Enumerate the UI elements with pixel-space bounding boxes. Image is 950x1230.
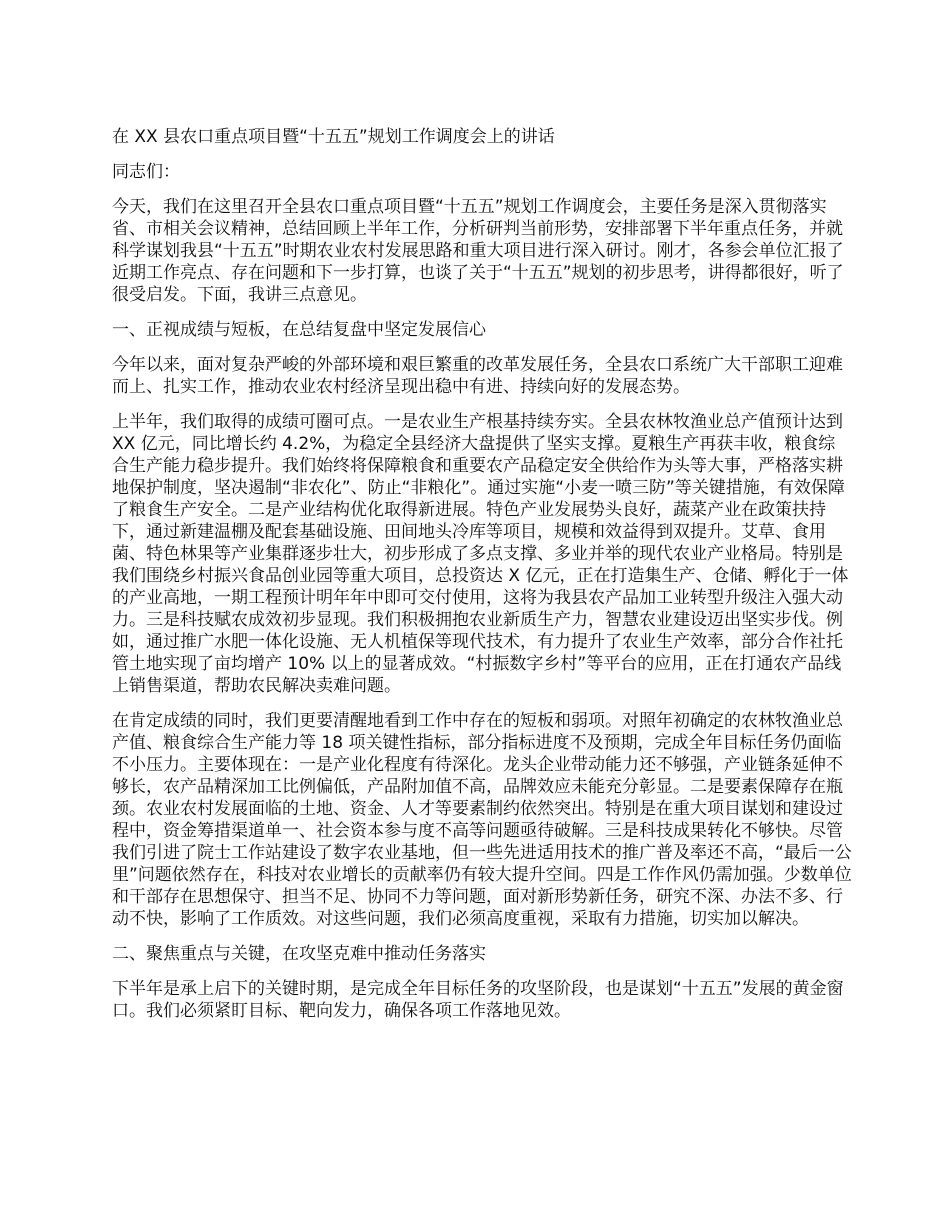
paragraph: 在肯定成绩的同时，我们更要清醒地看到工作中存在的短板和弱项。对照年初确定的农林牧渔业总产值、粮食综合生产能力等 18 项关键性指标，部分指标进度不及预期，完成全年目标任务仍面临不小压力。主要体现在：一是产业化程度有待深化。龙头企业带动能力还不够强，产业链条延伸不够长，农产品精深加工比例偏低，产品附加值不高，品牌效应未能充分彰显。二是要素保障存在瓶颈。农业农村发展面临的土地、资金、人才等要素制约依然突出。特别是在重大项目谋划和建设过程中，资金筹措渠道单一、社会资本参与度不高等问题亟待破解。三是科技成果转化不够快。尽管我们引进了院士工作站建设了数字农业基地，但一些先进适用技术的推广普及率还不高，“最后一公里”问题依然存在，科技对农业增长的贡献率仍有较大提升空间。四是工作作风仍需加强。少数单位和干部存在思想保守、担当不足、协同不力等问题，面对新形势新任务，研究不深、办法不多、行动不快，影响了工作质效。对这些问题，我们必须高度重视，采取有力措施，切实加以解决。 [112,711,852,929]
paragraph: 下半年是承上启下的关键时期，是完成全年目标任务的攻坚阶段，也是谋划“十五五”发展的黄金窗口。我们必须紧盯目标、靶向发力，确保各项工作落地见效。 [112,979,844,1021]
salutation: 同志们： [112,162,180,182]
paragraph: 上半年，我们取得的成绩可圈可点。一是农业生产根基持续夯实。全县农林牧渔业总产值预计达到 XX 亿元，同比增长约 4.2%，为稳定全县经济大盘提供了坚实支撑。夏粮生产再获丰收，粮食综合生产能力稳步提升。我们始终将保障粮食和重要农产品稳定安全供给作为头等大事，严格落实耕地保护制度，坚决遏制“非农化”、防止“非粮化”。通过实施“小麦一喷三防”等关键措施，有效保障了粮食生产安全。二是产业结构优化取得新进展。特色产业发展势头良好，蔬菜产业在政策扶持下，通过新建温棚及配套基础设施、田间地头冷库等项目，规模和效益得到双提升。艾草、食用菌、特色林果等产业集群逐步壮大，初步形成了多点支撑、多业并举的现代农业产业格局。特别是我们围绕乡村振兴食品创业园等重大项目，总投资达 X 亿元，正在打造集生产、仓储、孵化于一体的产业高地，一期工程预计明年年中即可交付使用，这将为我县农产品加工业转型升级注入强大动力。三是科技赋农成效初步显现。我们积极拥抱农业新质生产力，智慧农业建设迈出坚实步伐。例如，通过推广水肥一体化设施、无人机植保等现代技术，有力提升了农业生产效率，部分合作社托管土地实现了亩均增产 10% 以上的显著成效。“村振数字乡村”等平台的应用，正在打通农产品线上销售渠道，帮助农民解决卖难问题。 [112,412,849,696]
paragraph: 今年以来，面对复杂严峻的外部环境和艰巨繁重的改革发展任务，全县农口系统广大干部职工迎难而上、扎实工作，推动农业农村经济呈现出稳中有进、持续向好的发展态势。 [112,355,843,397]
section-heading-1: 一、正视成绩与短板，在总结复盘中坚定发展信心 [112,320,486,340]
section-heading-2: 二、聚焦重点与关键，在攻坚克难中推动任务落实 [112,944,486,964]
paragraph-intro: 今天，我们在这里召开全县农口重点项目暨“十五五”规划工作调度会，主要任务是深入贯彻落实省、市相关会议精神，总结回顾上半年工作，分析研判当前形势，安排部署下半年重点任务，并就科学谋划我县“十五五”时期农业农村发展思路和重大项目进行深入研讨。刚才，各参会单位汇报了近期工作亮点、存在问题和下一步打算，也谈了关于“十五五”规划的初步思考，讲得都很好，听了很受启发。下面，我讲三点意见。 [112,197,844,305]
document-title: 在 XX 县农口重点项目暨“十五五”规划工作调度会上的讲话 [112,127,555,147]
document-page [112,126,852,1035]
